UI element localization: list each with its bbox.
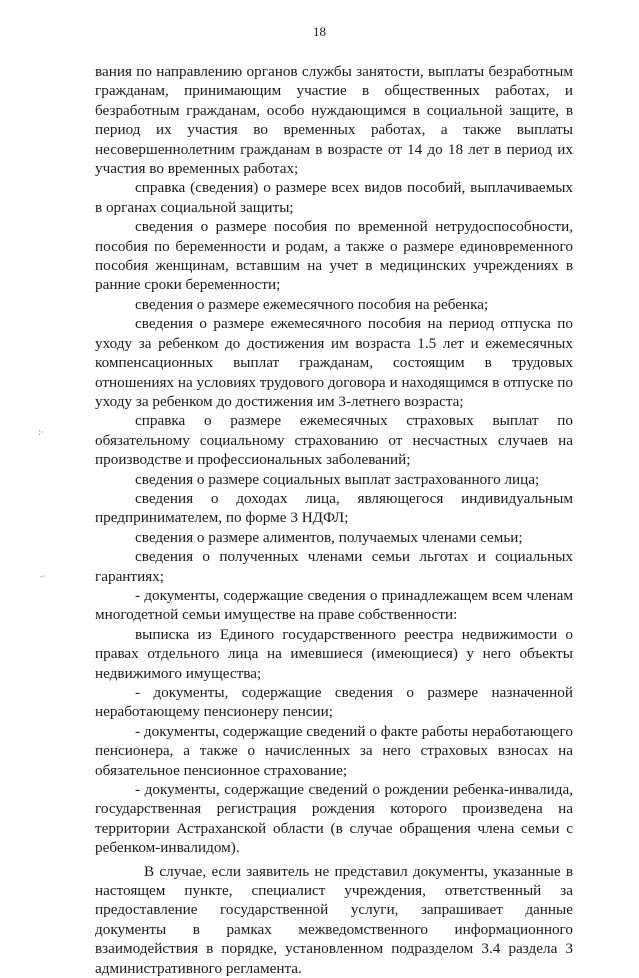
paragraph-parental-leave-info: сведения о размере ежемесячного пособия на период отпуска по уходу за ребенком до достижения им возраста 1.5 лет и ежемесячных компенсационных выплат гражданам, состоящим в трудовых отношениях на условиях трудового договора и находящимся в отпуске по уходу за ребенком до достижения им 3-летнего возраста; xyxy=(95,315,573,410)
margin-mark: -· xyxy=(40,572,47,582)
paragraph-disabled-child-documents: - документы, содержащие сведений о рождении ребенка-инвалида, государственная регистрация рождения которого произведена на территории Астраханской области (в случае обращения члена семьи с ребенком-инвалидом). xyxy=(95,781,573,857)
paragraph-child-benefit-info: сведения о размере ежемесячного пособия на ребенка; xyxy=(135,295,489,313)
page-number: 18 xyxy=(313,24,326,39)
document-body xyxy=(95,62,573,978)
paragraph-continuation: вания по направлению органов службы занятости, выплаты безработным гражданам, принимающим участие в общественных работах, и безработным гражданам, особо нуждающимся в социальной защите, в период их участия во временных работах, а также выплаты несовершеннолетним гражданам в возрасте от 14 до 18 лет в период их участия во временных работах; xyxy=(95,63,573,178)
paragraph-insurance-payments: справка о размере ежемесячных страховых выплат по обязательному социальному страхованию от несчастных случаев на производстве и профессиональных заболеваний; xyxy=(95,412,573,469)
paragraph-insured-person-payments: сведения о размере социальных выплат застрахованного лица; xyxy=(135,470,540,488)
paragraph-interagency-request: В случае, если заявитель не представил документы, указанные в настоящем пункте, специалист учреждения, ответственный за предоставление государственной услуги, запрашивает данные документы в рамках межведомственного информационного взаимодействия в порядке, установленном подразделом 3.4 раздела 3 административного регламента. xyxy=(95,862,573,977)
paragraph-benefits-guarantees: сведения о полученных членами семьи льготах и социальных гарантиях; xyxy=(95,548,573,585)
paragraph-sick-leave-info: сведения о размере пособия по временной нетрудоспособности, пособия по беременности и родам, а также о размере единовременного пособия женщинам, вставшим на учет в медицинских учреждениях в ранние сроки беременности; xyxy=(95,218,573,294)
paragraph-entrepreneur-income: сведения о доходах лица, являющегося индивидуальным предпринимателем, по форме 3 НДФЛ; xyxy=(95,489,573,527)
paragraph-registry-extract: выписка из Единого государственного реестра недвижимости о правах отдельного лица на имевшиеся (имеющиеся) у него объекты недвижимого имущества; xyxy=(95,625,573,682)
margin-mark: :· xyxy=(38,428,44,438)
paragraph-alimony-info: сведения о размере алиментов, получаемых членами семьи; xyxy=(135,528,523,546)
paragraph-benefits-certificate: справка (сведения) о размере всех видов пособий, выплачиваемых в органах социальной защиты; xyxy=(95,179,573,216)
paragraph-property-documents: - документы, содержащие сведения о принадлежащем всем членам многодетной семьи имуществе на праве собственности: xyxy=(95,586,573,624)
paragraph-pensioner-work-documents: - документы, содержащие сведений о факте работы неработающего пенсионера, а также о начисленных за него страховых взносах на обязательное пенсионное страхование; xyxy=(95,722,573,779)
paragraph-pension-documents: - документы, содержащие сведения о размере назначенной неработающему пенсионеру пенсии; xyxy=(95,684,573,721)
